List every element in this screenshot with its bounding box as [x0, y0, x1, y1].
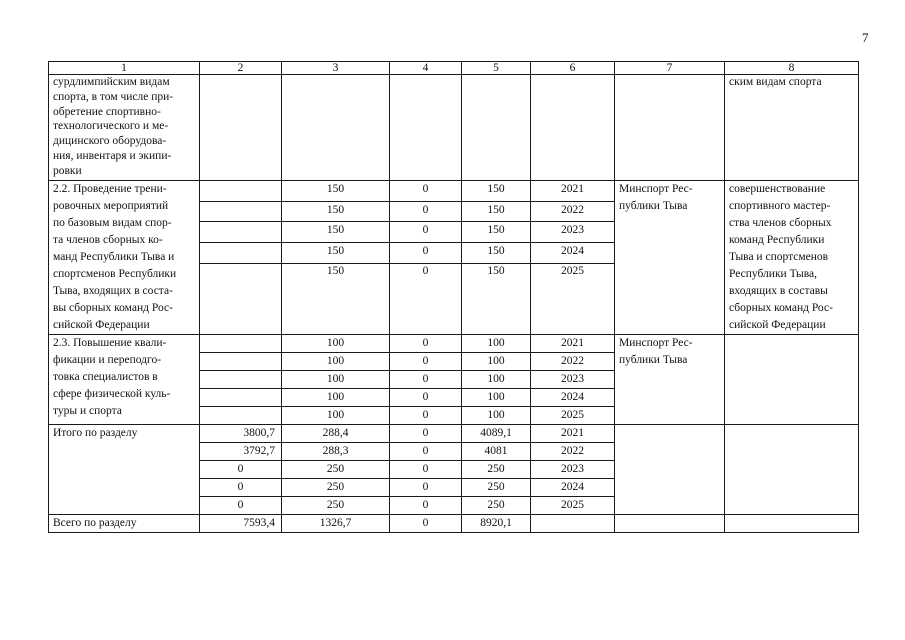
- cell-c3: 250: [282, 479, 390, 497]
- cell-c4: 0: [390, 335, 462, 353]
- cell-year: 2024: [531, 389, 615, 407]
- cell-year: 2023: [531, 461, 615, 479]
- cell-c3: 150: [282, 222, 390, 243]
- cell-c4: 0: [390, 353, 462, 371]
- cell-c5: 150: [462, 222, 531, 243]
- cell-year: 2023: [531, 222, 615, 243]
- col-header-4: 4: [390, 62, 462, 75]
- cell: [531, 75, 615, 181]
- cell: [390, 75, 462, 181]
- cell-c2: [200, 335, 282, 353]
- total-row: [49, 515, 859, 533]
- cell-c2: [200, 371, 282, 389]
- cell-c4: 0: [390, 407, 462, 425]
- cell-c3: 250: [282, 497, 390, 515]
- continued-item-name: сурдлимпийским видам спорта, в том числе при- обретение спортивно- технологического и ме- дицинского оборудова- ния, инвентаря и экипи- ровки: [49, 75, 200, 181]
- cell-c5: 100: [462, 353, 531, 371]
- cell-c2: [200, 353, 282, 371]
- cell: [615, 425, 725, 515]
- col-header-3: 3: [282, 62, 390, 75]
- page-number: 7: [862, 30, 869, 45]
- cell-c2: 0: [200, 497, 282, 515]
- cell: [531, 515, 615, 533]
- cell-year: 2021: [531, 425, 615, 443]
- total-label: Всего по разделу: [49, 515, 200, 533]
- cell-year: 2025: [531, 497, 615, 515]
- cell-c5: 4089,1: [462, 425, 531, 443]
- cell: [200, 75, 282, 181]
- cell-c5: 100: [462, 389, 531, 407]
- cell-c2: 0: [200, 479, 282, 497]
- cell: [282, 75, 390, 181]
- cell-c3: 288,4: [282, 425, 390, 443]
- cell-c3: 150: [282, 243, 390, 264]
- col-header-6: 6: [531, 62, 615, 75]
- cell-c4: 0: [390, 425, 462, 443]
- cell: [615, 515, 725, 533]
- cell-year: 2022: [531, 443, 615, 461]
- cell-c2: 0: [200, 461, 282, 479]
- cell-c5: 8920,1: [462, 515, 531, 533]
- cell-c5: 100: [462, 371, 531, 389]
- cell-c4: 0: [390, 243, 462, 264]
- cell-year: 2021: [531, 335, 615, 353]
- cell-year: 2023: [531, 371, 615, 389]
- cell-c4: 0: [390, 389, 462, 407]
- col-header-1: 1: [49, 62, 200, 75]
- col-header-8: 8: [725, 62, 859, 75]
- cell-year: 2021: [531, 181, 615, 202]
- item-2-3-name: 2.3. Повышение квали- фикации и переподго- товка специалистов в сфере физической куль- туры и спорта: [49, 335, 200, 425]
- cell-c3: 288,3: [282, 443, 390, 461]
- item-2-2-executor: Минспорт Рес- публики Тыва: [615, 181, 725, 335]
- item-2-2-name: 2.2. Проведение трени- ровочных мероприятий по базовым видам спор- та членов сборных ко- манд Республики Тыва и спортсменов Республики Тыва, входящих в соста- вы сборных команд Рос- сийской Федерации: [49, 181, 200, 335]
- table-row: [49, 335, 859, 353]
- table-row: [49, 425, 859, 443]
- cell-c3: 100: [282, 335, 390, 353]
- cell-c2: [200, 222, 282, 243]
- col-header-7: 7: [615, 62, 725, 75]
- cell-year: 2024: [531, 479, 615, 497]
- table-row: [49, 181, 859, 202]
- cell-c4: 0: [390, 222, 462, 243]
- cell-c2: [200, 243, 282, 264]
- column-number-row: [49, 62, 859, 75]
- cell-year: 2022: [531, 353, 615, 371]
- cell-c5: 250: [462, 479, 531, 497]
- cell-c4: 0: [390, 479, 462, 497]
- cell-c5: 150: [462, 243, 531, 264]
- cell: [725, 515, 859, 533]
- item-2-3-executor: Минспорт Рес- публики Тыва: [615, 335, 725, 425]
- cell-c5: 150: [462, 201, 531, 222]
- subtotal-label: Итого по разделу: [49, 425, 200, 515]
- cell-c3: 100: [282, 389, 390, 407]
- item-2-3-result: [725, 335, 859, 425]
- continued-row: [49, 75, 859, 181]
- cell-c3: 100: [282, 407, 390, 425]
- item-2-2-result: совершенствование спортивного мастер- ства членов сборных команд Республики Тыва и спортсменов Республики Тыва, входящих в составы сборных команд Рос- сийской Федерации: [725, 181, 859, 335]
- cell-c2: 3792,7: [200, 443, 282, 461]
- cell-c4: 0: [390, 461, 462, 479]
- cell-c2: 7593,4: [200, 515, 282, 533]
- cell-c4: 0: [390, 263, 462, 334]
- cell-c2: 3800,7: [200, 425, 282, 443]
- cell-c3: 150: [282, 263, 390, 334]
- cell-c4: 0: [390, 201, 462, 222]
- cell-c2: [200, 201, 282, 222]
- cell: [462, 75, 531, 181]
- cell-c5: 250: [462, 461, 531, 479]
- cell-c5: 150: [462, 263, 531, 334]
- cell: [725, 425, 859, 515]
- cell-c3: 150: [282, 181, 390, 202]
- cell-c3: 100: [282, 371, 390, 389]
- cell-c4: 0: [390, 443, 462, 461]
- continued-item-result: ским видам спорта: [725, 75, 859, 181]
- cell-c5: 4081: [462, 443, 531, 461]
- col-header-2: 2: [200, 62, 282, 75]
- cell-c2: [200, 181, 282, 202]
- cell-c3: 150: [282, 201, 390, 222]
- cell-c4: 0: [390, 371, 462, 389]
- cell-c5: 250: [462, 497, 531, 515]
- cell: [615, 75, 725, 181]
- cell-c4: 0: [390, 497, 462, 515]
- cell-c5: 100: [462, 407, 531, 425]
- cell-c4: 0: [390, 181, 462, 202]
- cell-year: 2024: [531, 243, 615, 264]
- cell-c4: 0: [390, 515, 462, 533]
- cell-c3: 250: [282, 461, 390, 479]
- cell-c2: [200, 389, 282, 407]
- cell-year: 2025: [531, 407, 615, 425]
- cell-c2: [200, 407, 282, 425]
- budget-table: [48, 61, 859, 533]
- cell-c5: 150: [462, 181, 531, 202]
- cell-c5: 100: [462, 335, 531, 353]
- cell-c3: 1326,7: [282, 515, 390, 533]
- cell-c2: [200, 263, 282, 334]
- col-header-5: 5: [462, 62, 531, 75]
- cell-year: 2025: [531, 263, 615, 334]
- cell-year: 2022: [531, 201, 615, 222]
- cell-c3: 100: [282, 353, 390, 371]
